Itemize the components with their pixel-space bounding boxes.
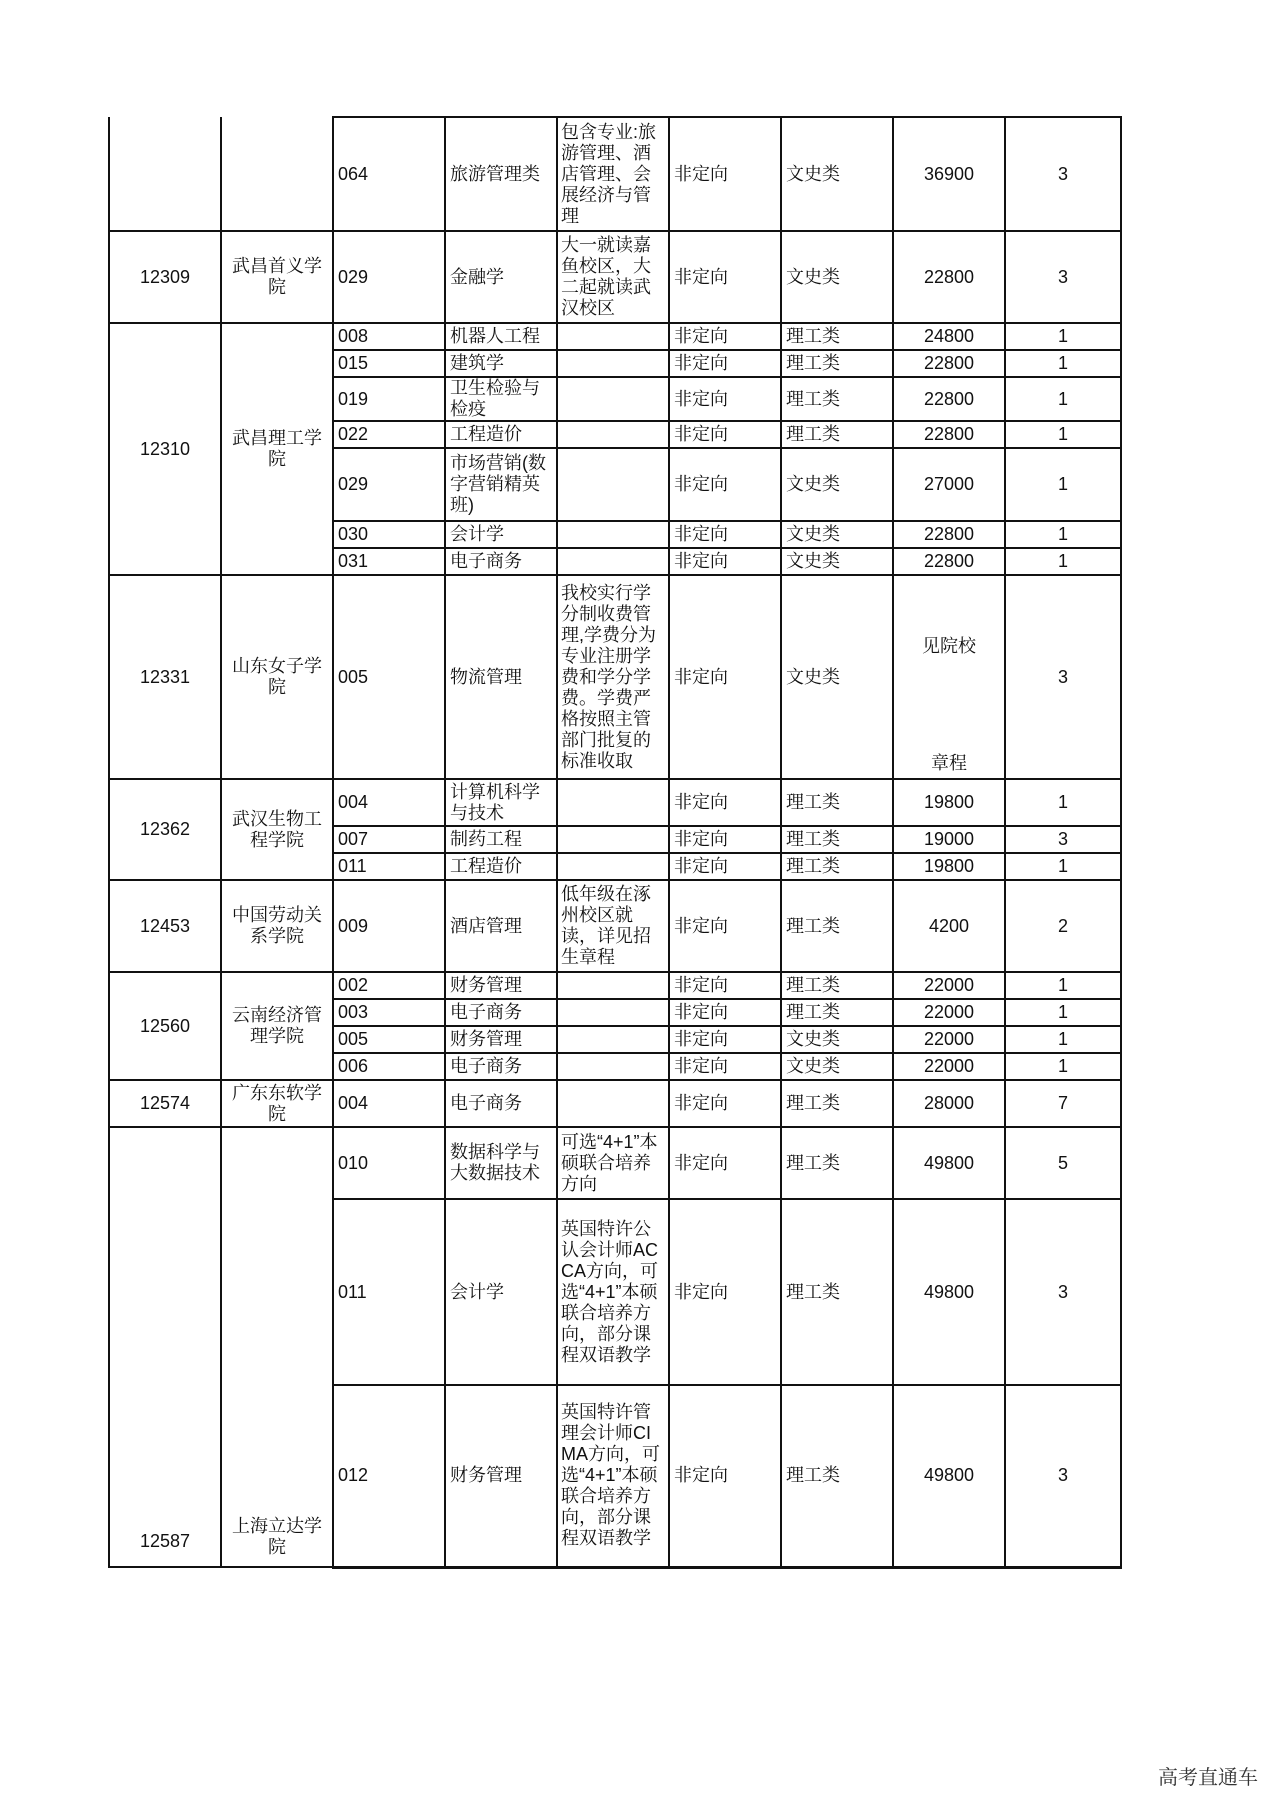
fee-cell: 19800 — [893, 853, 1005, 880]
direction-cell: 非定向 — [669, 1080, 781, 1127]
note-cell — [557, 448, 669, 521]
category-cell: 理工类 — [781, 377, 893, 421]
note-cell — [557, 826, 669, 853]
major-name-cell: 制药工程 — [445, 826, 557, 853]
fee-bottom-text: 章程 — [931, 753, 967, 773]
school-name-cell — [221, 117, 333, 231]
table-row — [109, 1080, 1121, 1127]
count-cell: 3 — [1005, 1199, 1121, 1385]
school-code-cell: 12331 — [109, 575, 221, 779]
direction-cell: 非定向 — [669, 779, 781, 826]
count-cell: 1 — [1005, 999, 1121, 1026]
major-code-cell: 003 — [333, 999, 445, 1026]
major-name-cell: 机器人工程 — [445, 323, 557, 350]
count-cell: 1 — [1005, 1053, 1121, 1080]
major-code-cell: 011 — [333, 1199, 445, 1385]
note-cell — [557, 779, 669, 826]
fee-cell: 19000 — [893, 826, 1005, 853]
category-cell: 文史类 — [781, 1026, 893, 1053]
note-cell — [557, 1080, 669, 1127]
count-cell: 3 — [1005, 575, 1121, 779]
major-name-cell: 电子商务 — [445, 1080, 557, 1127]
category-cell: 理工类 — [781, 972, 893, 999]
fee-top-text: 见院校 — [922, 636, 976, 656]
school-name-cell: 中国劳动关系学院 — [221, 880, 333, 972]
category-cell: 文史类 — [781, 231, 893, 323]
school-name-cell: 云南经济管理学院 — [221, 972, 333, 1080]
table-row — [109, 575, 1121, 779]
note-cell: 大一就读嘉鱼校区，大二起就读武汉校区 — [557, 231, 669, 323]
note-cell — [557, 521, 669, 548]
school-code-cell: 12560 — [109, 972, 221, 1080]
school-name-cell: 广东东软学院 — [221, 1080, 333, 1127]
school-code-cell: 12574 — [109, 1080, 221, 1127]
direction-cell: 非定向 — [669, 853, 781, 880]
major-code-cell: 005 — [333, 1026, 445, 1053]
table-row — [109, 323, 1121, 350]
school-code-cell: 12453 — [109, 880, 221, 972]
fee-cell: 22800 — [893, 521, 1005, 548]
table-row — [109, 117, 1121, 231]
direction-cell: 非定向 — [669, 1026, 781, 1053]
school-code-cell — [109, 117, 221, 231]
direction-cell: 非定向 — [669, 575, 781, 779]
major-name-cell: 会计学 — [445, 521, 557, 548]
enrollment-table-container — [108, 116, 1120, 1569]
note-cell — [557, 421, 669, 448]
major-name-cell: 工程造价 — [445, 853, 557, 880]
major-code-cell: 029 — [333, 448, 445, 521]
major-name-cell: 建筑学 — [445, 350, 557, 377]
count-cell: 1 — [1005, 972, 1121, 999]
table-row — [109, 779, 1121, 826]
table-row — [109, 231, 1121, 323]
count-cell: 3 — [1005, 1385, 1121, 1567]
major-name-cell: 数据科学与大数据技术 — [445, 1127, 557, 1199]
note-cell — [557, 548, 669, 575]
major-code-cell: 009 — [333, 880, 445, 972]
school-name-cell: 武汉生物工程学院 — [221, 779, 333, 880]
count-cell: 1 — [1005, 377, 1121, 421]
category-cell: 理工类 — [781, 1199, 893, 1385]
note-cell: 英国特许公认会计师ACCA方向，可选“4+1”本硕联合培养方向，部分课程双语教学 — [557, 1199, 669, 1385]
note-cell — [557, 377, 669, 421]
direction-cell: 非定向 — [669, 999, 781, 1026]
fee-cell: 22800 — [893, 377, 1005, 421]
school-name-cell: 武昌理工学院 — [221, 323, 333, 575]
direction-cell: 非定向 — [669, 117, 781, 231]
school-name-cell: 上海立达学院 — [221, 1127, 333, 1567]
major-name-cell: 电子商务 — [445, 999, 557, 1026]
count-cell: 1 — [1005, 323, 1121, 350]
fee-cell: 22000 — [893, 999, 1005, 1026]
enrollment-table — [108, 116, 1122, 1569]
direction-cell: 非定向 — [669, 521, 781, 548]
school-code-cell: 12587 — [109, 1127, 221, 1567]
count-cell: 3 — [1005, 826, 1121, 853]
category-cell: 文史类 — [781, 117, 893, 231]
fee-cell: 28000 — [893, 1080, 1005, 1127]
note-cell — [557, 1053, 669, 1080]
major-code-cell: 022 — [333, 421, 445, 448]
major-name-cell: 市场营销(数字营销精英班) — [445, 448, 557, 521]
count-cell: 1 — [1005, 421, 1121, 448]
direction-cell: 非定向 — [669, 1127, 781, 1199]
fee-cell: 22800 — [893, 350, 1005, 377]
note-cell: 可选“4+1”本硕联合培养方向 — [557, 1127, 669, 1199]
school-name-cell: 武昌首义学院 — [221, 231, 333, 323]
category-cell: 理工类 — [781, 779, 893, 826]
count-cell: 2 — [1005, 880, 1121, 972]
fee-cell: 22000 — [893, 972, 1005, 999]
major-code-cell: 015 — [333, 350, 445, 377]
major-name-cell: 工程造价 — [445, 421, 557, 448]
direction-cell: 非定向 — [669, 448, 781, 521]
fee-cell: 22800 — [893, 231, 1005, 323]
major-code-cell: 064 — [333, 117, 445, 231]
note-cell — [557, 853, 669, 880]
direction-cell: 非定向 — [669, 972, 781, 999]
fee-cell: 22000 — [893, 1053, 1005, 1080]
fee-cell: 49800 — [893, 1385, 1005, 1567]
note-cell — [557, 323, 669, 350]
direction-cell: 非定向 — [669, 377, 781, 421]
direction-cell: 非定向 — [669, 323, 781, 350]
fee-stack — [898, 576, 1000, 778]
table-row — [109, 1127, 1121, 1199]
category-cell: 理工类 — [781, 1080, 893, 1127]
major-name-cell: 会计学 — [445, 1199, 557, 1385]
major-code-cell: 002 — [333, 972, 445, 999]
school-code-cell: 12310 — [109, 323, 221, 575]
major-name-cell: 计算机科学与技术 — [445, 779, 557, 826]
note-cell — [557, 972, 669, 999]
count-cell: 1 — [1005, 1026, 1121, 1053]
count-cell: 1 — [1005, 521, 1121, 548]
fee-cell: 19800 — [893, 779, 1005, 826]
category-cell: 文史类 — [781, 521, 893, 548]
school-name-cell: 山东女子学院 — [221, 575, 333, 779]
note-cell — [557, 999, 669, 1026]
fee-cell: 49800 — [893, 1199, 1005, 1385]
major-code-cell: 005 — [333, 575, 445, 779]
category-cell: 理工类 — [781, 323, 893, 350]
major-code-cell: 007 — [333, 826, 445, 853]
major-code-cell: 010 — [333, 1127, 445, 1199]
count-cell: 3 — [1005, 231, 1121, 323]
note-cell — [557, 1026, 669, 1053]
category-cell: 理工类 — [781, 880, 893, 972]
category-cell: 理工类 — [781, 1385, 893, 1567]
fee-cell: 22800 — [893, 548, 1005, 575]
fee-cell — [893, 575, 1005, 779]
category-cell: 文史类 — [781, 548, 893, 575]
major-code-cell: 029 — [333, 231, 445, 323]
major-name-cell: 酒店管理 — [445, 880, 557, 972]
count-cell: 1 — [1005, 350, 1121, 377]
major-name-cell: 财务管理 — [445, 972, 557, 999]
note-cell: 包含专业:旅游管理、酒店管理、会展经济与管理 — [557, 117, 669, 231]
enrollment-table-body — [109, 117, 1121, 1567]
count-cell: 3 — [1005, 117, 1121, 231]
fee-cell: 36900 — [893, 117, 1005, 231]
direction-cell: 非定向 — [669, 350, 781, 377]
major-name-cell: 电子商务 — [445, 1053, 557, 1080]
category-cell: 文史类 — [781, 575, 893, 779]
count-cell: 1 — [1005, 548, 1121, 575]
direction-cell: 非定向 — [669, 421, 781, 448]
count-cell: 1 — [1005, 853, 1121, 880]
major-code-cell: 012 — [333, 1385, 445, 1567]
category-cell: 理工类 — [781, 1127, 893, 1199]
direction-cell: 非定向 — [669, 548, 781, 575]
direction-cell: 非定向 — [669, 1199, 781, 1385]
major-name-cell: 旅游管理类 — [445, 117, 557, 231]
major-code-cell: 011 — [333, 853, 445, 880]
note-cell: 低年级在涿州校区就读，详见招生章程 — [557, 880, 669, 972]
watermark-text: 高考直通车 — [1158, 1767, 1258, 1789]
major-code-cell: 006 — [333, 1053, 445, 1080]
direction-cell: 非定向 — [669, 231, 781, 323]
count-cell: 5 — [1005, 1127, 1121, 1199]
count-cell: 1 — [1005, 448, 1121, 521]
category-cell: 理工类 — [781, 350, 893, 377]
school-code-cell: 12362 — [109, 779, 221, 880]
category-cell: 理工类 — [781, 826, 893, 853]
major-name-cell: 物流管理 — [445, 575, 557, 779]
table-row — [109, 880, 1121, 972]
direction-cell: 非定向 — [669, 826, 781, 853]
major-code-cell: 030 — [333, 521, 445, 548]
school-code-cell: 12309 — [109, 231, 221, 323]
category-cell: 文史类 — [781, 448, 893, 521]
category-cell: 文史类 — [781, 1053, 893, 1080]
fee-cell: 22800 — [893, 421, 1005, 448]
direction-cell: 非定向 — [669, 1385, 781, 1567]
table-row — [109, 972, 1121, 999]
count-cell: 1 — [1005, 779, 1121, 826]
category-cell: 理工类 — [781, 853, 893, 880]
direction-cell: 非定向 — [669, 880, 781, 972]
major-name-cell: 卫生检验与检疫 — [445, 377, 557, 421]
fee-cell: 27000 — [893, 448, 1005, 521]
count-cell: 7 — [1005, 1080, 1121, 1127]
category-cell: 理工类 — [781, 999, 893, 1026]
note-cell — [557, 350, 669, 377]
fee-cell: 4200 — [893, 880, 1005, 972]
note-cell: 英国特许管理会计师CIMA方向，可选“4+1”本硕联合培养方向，部分课程双语教学 — [557, 1385, 669, 1567]
major-name-cell: 财务管理 — [445, 1385, 557, 1567]
note-cell: 我校实行学分制收费管理,学费分为专业注册学费和学分学费。学费严格按照主管部门批复的标准收取 — [557, 575, 669, 779]
fee-cell: 49800 — [893, 1127, 1005, 1199]
major-code-cell: 004 — [333, 779, 445, 826]
major-code-cell: 031 — [333, 548, 445, 575]
major-code-cell: 004 — [333, 1080, 445, 1127]
category-cell: 理工类 — [781, 421, 893, 448]
major-code-cell: 008 — [333, 323, 445, 350]
fee-cell: 24800 — [893, 323, 1005, 350]
fee-cell: 22000 — [893, 1026, 1005, 1053]
major-name-cell: 财务管理 — [445, 1026, 557, 1053]
direction-cell: 非定向 — [669, 1053, 781, 1080]
major-name-cell: 电子商务 — [445, 548, 557, 575]
major-code-cell: 019 — [333, 377, 445, 421]
major-name-cell: 金融学 — [445, 231, 557, 323]
